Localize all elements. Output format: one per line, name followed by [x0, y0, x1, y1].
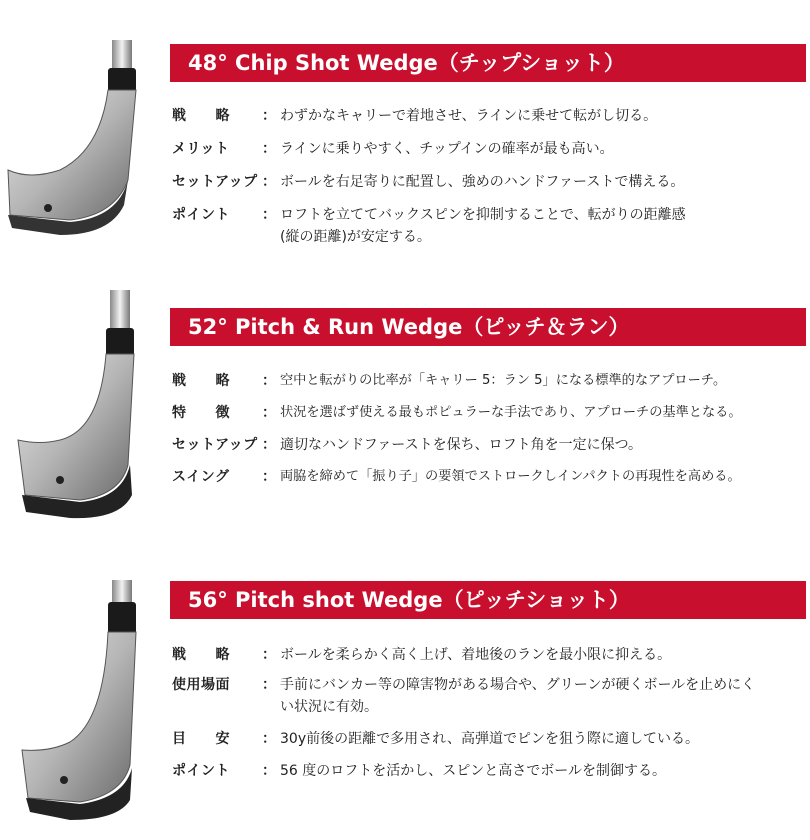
- info-row: [172, 204, 806, 248]
- info-rows: [172, 105, 806, 248]
- row-description: 状況を選ばず使える最もポピュラーな手法であり、アプローチの基準となる。: [280, 405, 742, 420]
- info-row: [172, 760, 806, 782]
- row-label: メリット: [172, 141, 230, 157]
- info-row: [172, 644, 806, 674]
- row-colon: ：: [262, 469, 276, 485]
- row-description: 空中と転がりの比率が「キャリー 5：ラン 5」になる標準的なアプローチ。: [280, 373, 727, 388]
- info-row: [172, 138, 806, 171]
- section-title-banner: 48° Chip Shot Wedge（チップショット）: [170, 44, 806, 82]
- wedge-56-club-image: [0, 580, 165, 840]
- info-row: [172, 728, 806, 760]
- row-label: 使用場面: [172, 677, 230, 693]
- wedge-52-club-image: [0, 290, 165, 550]
- wedge-section-52: [0, 270, 810, 540]
- row-colon: ：: [262, 141, 276, 157]
- section-title-banner: 56° Pitch shot Wedge（ピッチショット）: [170, 581, 806, 619]
- row-colon: ：: [262, 677, 276, 693]
- row-description: 56 度のロフトを活かし、スピンと高さでボールを制御する。: [280, 763, 666, 779]
- row-label: 戦 略: [172, 647, 230, 663]
- row-label: ポイント: [172, 207, 230, 223]
- row-description: 手前にバンカー等の障害物がある場合や、グリーンが硬くボールを止めにく い状況に有効。: [280, 677, 756, 715]
- info-row: [172, 402, 806, 434]
- row-colon: ：: [262, 405, 276, 421]
- info-row: [172, 105, 806, 138]
- info-row: [172, 434, 806, 466]
- info-row: [172, 466, 806, 488]
- row-colon: ：: [262, 174, 276, 190]
- row-colon: ：: [262, 647, 276, 663]
- row-colon: ：: [262, 731, 276, 747]
- row-description: ロフトを立ててバックスピンを抑制することで、転がりの距離感 (縦の距離)が安定する。: [280, 207, 686, 245]
- row-colon: ：: [262, 108, 276, 124]
- wedge-section-48: [0, 0, 810, 270]
- row-description: ボールを柔らかく高く上げ、着地後のランを最小限に抑える。: [280, 647, 672, 663]
- row-label: セットアップ: [172, 174, 258, 190]
- row-description: ボールを右足寄りに配置し、強めのハンドファーストで構える。: [280, 174, 685, 190]
- row-description: ラインに乗りやすく、チップインの確率が最も高い。: [280, 141, 614, 157]
- row-label: 目 安: [172, 731, 230, 747]
- row-description: 両脇を締めて「振り子」の要領でストロークしインパクトの再現性を高める。: [280, 469, 741, 484]
- wedge-section-56: [0, 540, 810, 810]
- row-label: スイング: [172, 469, 230, 485]
- row-label: 特 徴: [172, 405, 230, 421]
- row-colon: ：: [262, 763, 276, 779]
- row-label: 戦 略: [172, 108, 230, 124]
- info-rows: [172, 370, 806, 488]
- row-description: わずかなキャリーで着地させ、ラインに乗せて転がし切る。: [280, 108, 658, 124]
- info-row: [172, 370, 806, 402]
- row-label: セットアップ: [172, 437, 258, 453]
- row-colon: ：: [262, 207, 276, 223]
- row-description: 30y前後の距離で多用され、高弾道でピンを狙う際に適している。: [280, 731, 699, 747]
- row-colon: ：: [262, 373, 276, 389]
- row-label: 戦 略: [172, 373, 230, 389]
- wedge-48-club-image: [0, 30, 165, 290]
- row-label: ポイント: [172, 763, 230, 779]
- info-rows: [172, 644, 806, 782]
- row-colon: ：: [262, 437, 276, 453]
- section-title-banner: 52° Pitch & Run Wedge（ピッチ＆ラン）: [170, 308, 806, 346]
- info-row: [172, 674, 806, 728]
- row-description: 適切なハンドファーストを保ち、ロフト角を一定に保つ。: [280, 437, 643, 453]
- info-row: [172, 171, 806, 204]
